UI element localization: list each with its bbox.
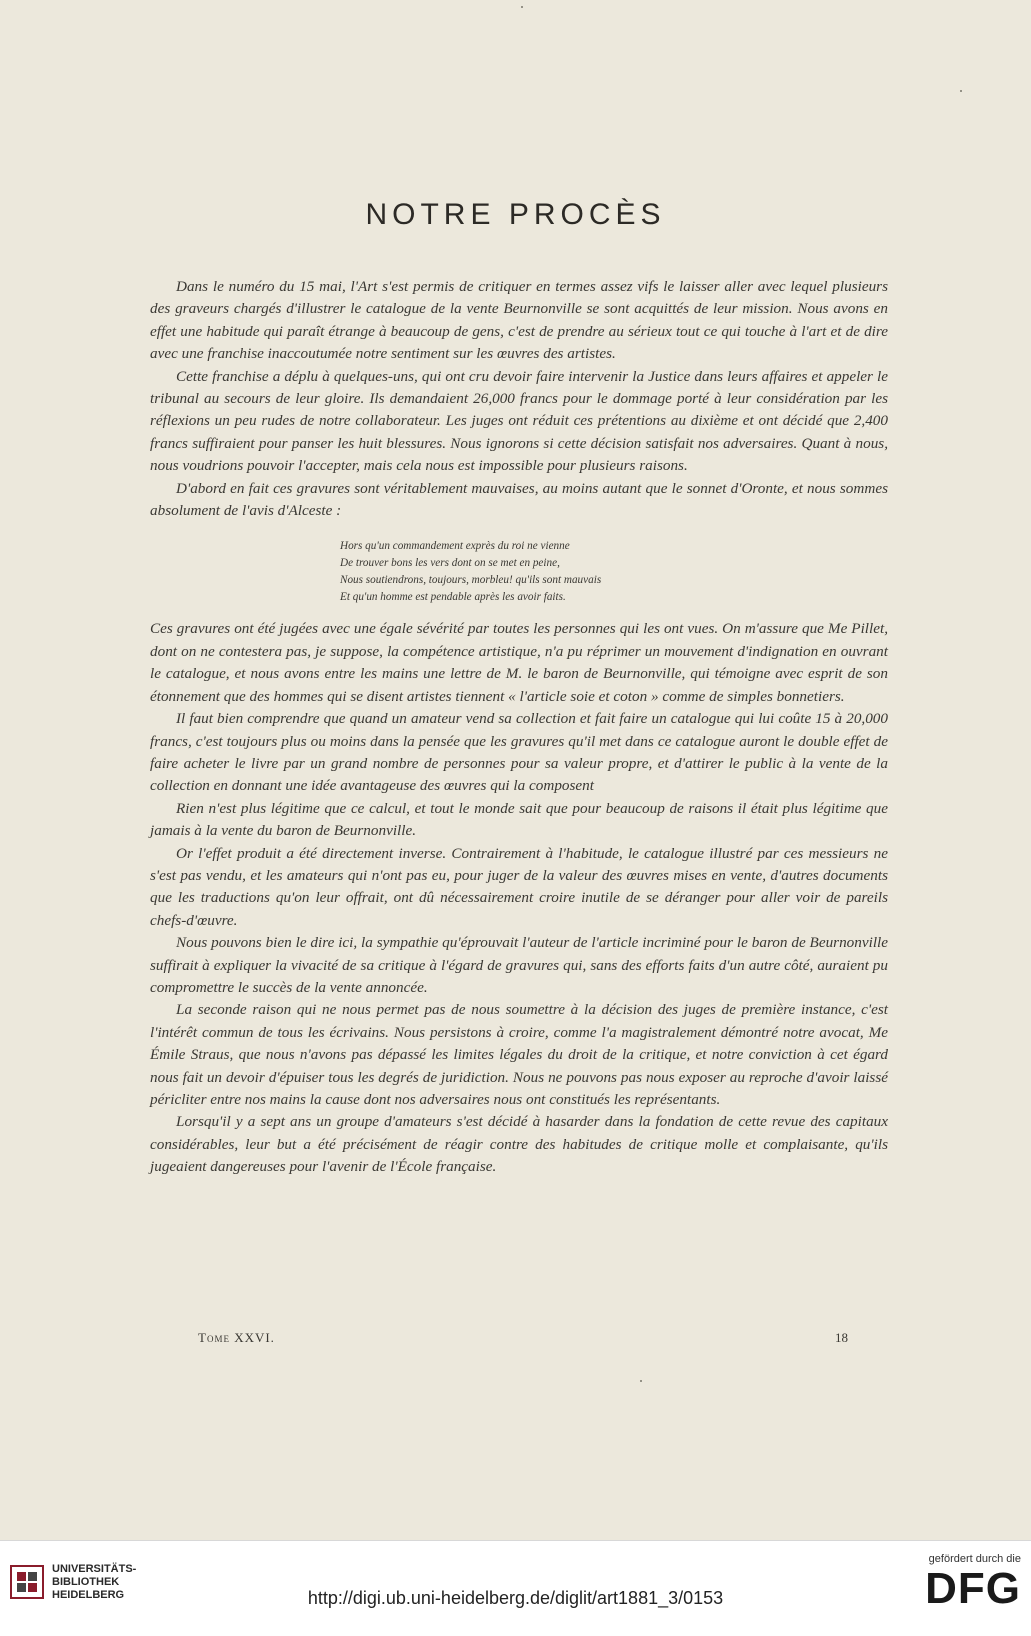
dfg-logo: DFG: [925, 1564, 1021, 1613]
verse-line: Hors qu'un commandement exprès du roi ne vienne: [340, 540, 570, 553]
verse-line: Et qu'un homme est pendable après les avoir faits.: [340, 591, 566, 604]
verse-quote: [340, 538, 640, 606]
paragraph: Ces gravures ont été jugées avec une égale sévérité par toutes les personnes qui les ont vues. On m'assure que Me Pillet, dont on ne contestera pas, je suppose, la compétence artistique, n'a pu réprimer un mouvement d'indignation en ouvrant le catalogue, et nous avons entre les mains une lettre de M. le baron de Beurnonville, qui témoigne avec esprit de son étonnement que des hommes qui se disent artistes tiennent « l'article soie et coton » comme de simples bonnetiers.: [150, 620, 888, 705]
paragraph: Il faut bien comprendre que quand un amateur vend sa collection et fait faire un catalogue qui lui coûte 15 à 20,000 francs, c'est toujours plus ou moins dans la pensée que les gravures qu'il met dans ce catalogue auront le double effet de faire acheter le livre par un grand nombre de personnes pour sa valeur propre, et d'attirer le public à la vente de la collection en donnant une idée avantageuse des œuvres qui la composent: [150, 710, 888, 795]
verse-line: De trouver bons les vers dont on se met en peine,: [340, 557, 560, 570]
paragraph: Nous pouvons bien le dire ici, la sympathie qu'éprouvait l'auteur de l'article incriminé pour le baron de Beurnonville suffirait à expliquer la vivacité de sa critique à l'égard de gravures qui, sans des efforts faits d'un autre côté, auraient pu compromettre le succès de la vente annoncée.: [150, 934, 888, 996]
verse-line: Nous soutiendrons, toujours, morbleu! qu'ils sont mauvais: [340, 574, 602, 587]
library-name[interactable]: UNIVERSITÄTS- BIBLIOTHEK HEIDELBERG: [52, 1563, 137, 1601]
paragraph: Cette franchise a déplu à quelques-uns, qui ont cru devoir faire intervenir la Justice dans leurs affaires et appeler le tribunal au secours de leur gloire. Ils demandaient 26,000 francs pour le dommage porté à leur considération par les réflexions un peu rudes de notre collaborateur. Les juges ont réduit ces prétentions au dixième et ont décidé que 2,400 francs suffiraient pour panser les huit blessures. Nous ignorons si cette décision satisfait nos adversaires. Quant à nous, nous voudrions pouvoir l'accepter, mais cela nous est impossible pour plusieurs raisons.: [150, 367, 888, 475]
page-footer: [198, 1330, 848, 1346]
volume-label: Tome XXVI.: [198, 1330, 275, 1345]
page-title: NOTRE PROCÈS: [365, 198, 666, 231]
viewer-footer: [0, 1540, 1031, 1636]
funding-label: gefördert durch die: [928, 1553, 1021, 1565]
paragraph: La seconde raison qui ne nous permet pas de nous soumettre à la décision des juges de première instance, c'est l'intérêt commun de tous les écrivains. Nous persistons à croire, comme l'a magistralement démontré notre avocat, Me Émile Straus, que nous n'avons pas dépassé les limites légales du droit de la critique, et notre conviction à cet égard nous fait un devoir d'épuiser tous les degrés de juridiction. Nous ne pouvons pas nous exposer au reproche d'avoir laissé péricliter entre nos mains la cause dont nos adversaires nous ont constitués les représentants.: [150, 1001, 888, 1108]
funder-block[interactable]: [881, 1553, 1021, 1613]
article-body: [150, 276, 888, 1179]
paragraph: D'abord en fait ces gravures sont véritablement mauvaises, au moins autant que le sonnet d'Oronte, et nous sommes absolument de l'avis d'Alceste :: [150, 479, 888, 520]
paragraph: Or l'effet produit a été directement inverse. Contrairement à l'habitude, le catalogue illustré par ces messieurs ne s'est pas vendu, et les amateurs qui n'ont pas eu, pour juger de la valeur des œuvres mises en vente, d'autres documents que les traductions qu'on leur offrait, ont dû nécessairement croire inutile de se déranger pour aller voir de pareils chefs-d'œuvre.: [150, 844, 888, 929]
paragraph: Rien n'est plus légitime que ce calcul, et tout le monde sait que pour beaucoup de raisons il était plus légitime que jamais à la vente du baron de Beurnonville.: [150, 799, 888, 840]
paragraph: Lorsqu'il y a sept ans un groupe d'amateurs s'est décidé à hasarder dans la fondation de cette revue des capitaux considérables, leur but a été précisément de réagir contre des habitudes de critique molle et complaisante, qu'ils jugeaient dangereuses pour l'avenir de l'École française.: [150, 1113, 888, 1176]
page-number: 18: [835, 1330, 848, 1345]
paragraph: Dans le numéro du 15 mai, l'Art s'est permis de critiquer en termes assez vifs le laisser aller avec lequel plusieurs des graveurs chargés d'illustrer le catalogue de la vente Beurnonville se sont acquittés de leur mission. Nous avons en effet une habitude qui paraît étrange à beaucoup de gens, c'est de prendre au sérieux tout ce qui touche à l'art et de dire avec une franchise inaccoutumée notre sentiment sur les œuvres des artistes.: [150, 278, 888, 363]
permalink-url[interactable]: http://digi.ub.uni-heidelberg.de/diglit/art1881_3/0153: [307, 1588, 724, 1608]
